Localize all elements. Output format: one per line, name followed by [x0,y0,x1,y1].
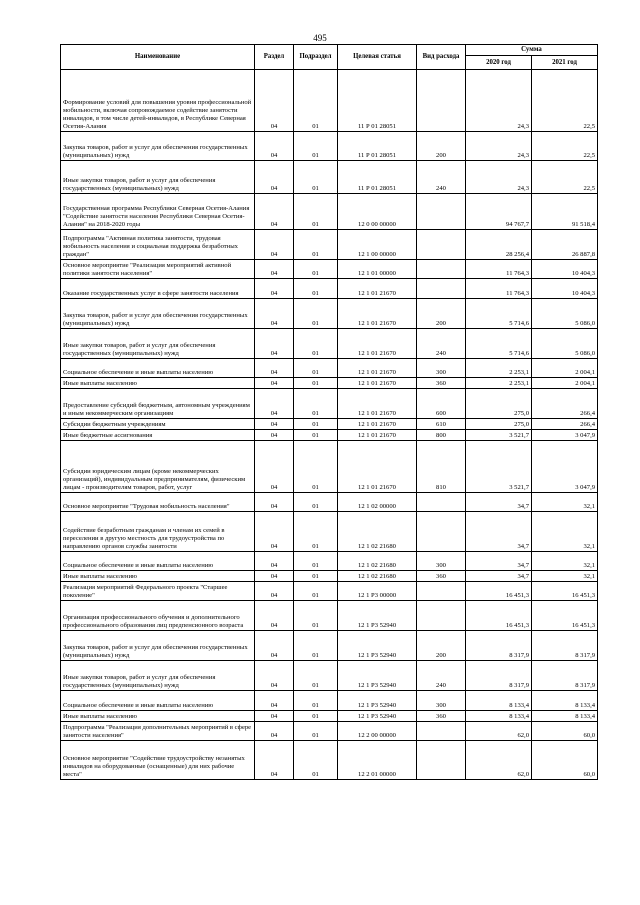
row-name: Социальное обеспечение и иные выплаты населению [61,359,255,378]
row-expense-type: 600 [417,389,466,419]
row-section: 04 [255,711,294,722]
row-target-item: 12 1 Р3 52940 [338,661,417,691]
row-name: Иные выплаты населению [61,711,255,722]
row-name: Иные выплаты населению [61,378,255,389]
row-name: Иные закупки товаров, работ и услуг для обеспечения государственных (муниципальных) нужд [61,329,255,359]
row-subsection: 01 [294,132,338,161]
row-target-item: 12 1 01 21670 [338,441,417,493]
row-target-item: 11 Р 01 28051 [338,132,417,161]
table-row [61,299,598,329]
row-expense-type: 200 [417,631,466,661]
row-subsection: 01 [294,260,338,279]
row-target-item: 12 1 01 21670 [338,299,417,329]
row-amount-2020: 28 256,4 [466,230,532,260]
header-year-2021: 2021 год [532,56,598,70]
row-target-item: 12 1 Р3 52940 [338,631,417,661]
row-section: 04 [255,661,294,691]
table-row [61,70,598,132]
row-amount-2021: 16 451,3 [532,582,598,601]
row-subsection: 01 [294,378,338,389]
table-row [61,661,598,691]
row-section: 04 [255,582,294,601]
row-amount-2020: 275,0 [466,419,532,430]
row-name: Основное мероприятие "Содействие трудоустройству незанятых инвалидов на оборудованные (оснащенные) для них рабочие места" [61,741,255,780]
row-name: Иные выплаты населению [61,571,255,582]
table-row [61,601,598,631]
row-section: 04 [255,691,294,711]
row-target-item: 12 1 01 21670 [338,279,417,299]
table-row [61,194,598,230]
table-row [61,389,598,419]
row-target-item: 12 1 02 21680 [338,512,417,552]
row-target-item: 12 1 01 21670 [338,430,417,441]
row-subsection: 01 [294,711,338,722]
row-expense-type: 300 [417,552,466,571]
row-target-item: 12 1 02 00000 [338,493,417,512]
row-expense-type [417,230,466,260]
row-amount-2021: 10 404,3 [532,279,598,299]
table-row [61,631,598,661]
table-row [61,571,598,582]
row-amount-2021: 8 133,4 [532,711,598,722]
row-amount-2020: 16 451,3 [466,582,532,601]
table-row [61,722,598,741]
row-name: Иные закупки товаров, работ и услуг для обеспечения государственных (муниципальных) нужд [61,661,255,691]
row-name: Закупка товаров, работ и услуг для обеспечения государственных (муниципальных) нужд [61,132,255,161]
table-row [61,161,598,194]
row-amount-2021: 266,4 [532,389,598,419]
row-name: Подпрограмма "Активная политика занятости, трудовая мобильность населения и социальная поддержка безработных граждан" [61,230,255,260]
row-expense-type: 240 [417,661,466,691]
row-section: 04 [255,430,294,441]
row-amount-2021: 266,4 [532,419,598,430]
table-row [61,329,598,359]
table-row [61,359,598,378]
row-subsection: 01 [294,582,338,601]
row-amount-2020: 8 133,4 [466,711,532,722]
header-target-item: Целевая статья [338,45,417,70]
row-expense-type [417,741,466,780]
header-section: Раздел [255,45,294,70]
row-expense-type [417,194,466,230]
row-expense-type: 300 [417,691,466,711]
row-name: Субсидии юридическим лицам (кроме некоммерческих организаций), индивидуальным предпринимателям, физическим лицам - производителям товаров, работ, услуг [61,441,255,493]
table-row [61,711,598,722]
row-amount-2021: 3 047,9 [532,430,598,441]
row-section: 04 [255,512,294,552]
header-subsection: Подраздел [294,45,338,70]
row-subsection: 01 [294,70,338,132]
row-amount-2021: 26 887,8 [532,230,598,260]
row-expense-type: 200 [417,299,466,329]
row-target-item: 12 1 00 00000 [338,230,417,260]
row-amount-2020: 2 253,1 [466,359,532,378]
row-subsection: 01 [294,194,338,230]
table-row [61,493,598,512]
table-row [61,512,598,552]
row-target-item: 11 Р 01 28051 [338,161,417,194]
row-name: Закупка товаров, работ и услуг для обеспечения государственных (муниципальных) нужд [61,299,255,329]
table-row [61,132,598,161]
row-target-item: 12 1 Р3 52940 [338,711,417,722]
row-subsection: 01 [294,691,338,711]
row-amount-2020: 8 317,9 [466,661,532,691]
row-subsection: 01 [294,299,338,329]
row-amount-2020: 24,3 [466,161,532,194]
row-target-item: 12 1 Р3 52940 [338,691,417,711]
row-amount-2021: 32,1 [532,552,598,571]
row-section: 04 [255,441,294,493]
row-name: Реализация мероприятий Федерального проекта "Старшее поколение" [61,582,255,601]
row-amount-2020: 2 253,1 [466,378,532,389]
row-target-item: 12 1 01 21670 [338,359,417,378]
row-amount-2021: 5 086,0 [532,329,598,359]
row-expense-type [417,601,466,631]
row-amount-2021: 2 004,1 [532,359,598,378]
row-expense-type [417,493,466,512]
row-expense-type: 810 [417,441,466,493]
row-target-item: 12 1 Р3 52940 [338,601,417,631]
row-expense-type [417,70,466,132]
row-amount-2020: 24,3 [466,132,532,161]
row-amount-2021: 22,5 [532,70,598,132]
row-amount-2021: 32,1 [532,512,598,552]
row-expense-type: 300 [417,359,466,378]
row-target-item: 12 1 01 21670 [338,419,417,430]
row-amount-2020: 3 521,7 [466,441,532,493]
row-name: Основное мероприятие "Реализация мероприятий активной политики занятости населения" [61,260,255,279]
page-number: 495 [313,33,327,43]
row-expense-type [417,279,466,299]
row-subsection: 01 [294,722,338,741]
row-subsection: 01 [294,741,338,780]
row-amount-2020: 24,3 [466,70,532,132]
row-section: 04 [255,299,294,329]
row-amount-2020: 34,7 [466,512,532,552]
row-amount-2021: 32,1 [532,493,598,512]
row-amount-2021: 60,0 [532,741,598,780]
row-target-item: 12 1 Р3 00000 [338,582,417,601]
row-section: 04 [255,389,294,419]
row-name: Иные закупки товаров, работ и услуг для обеспечения государственных (муниципальных) нужд [61,161,255,194]
row-section: 04 [255,552,294,571]
row-section: 04 [255,493,294,512]
row-amount-2021: 8 133,4 [532,691,598,711]
row-amount-2020: 5 714,6 [466,299,532,329]
row-section: 04 [255,631,294,661]
table-row [61,279,598,299]
row-name: Закупка товаров, работ и услуг для обеспечения государственных (муниципальных) нужд [61,631,255,661]
header-name: Наименование [61,45,255,70]
row-amount-2021: 2 004,1 [532,378,598,389]
row-amount-2020: 94 767,7 [466,194,532,230]
row-expense-type: 240 [417,161,466,194]
row-subsection: 01 [294,279,338,299]
row-subsection: 01 [294,571,338,582]
row-subsection: 01 [294,430,338,441]
row-amount-2021: 91 518,4 [532,194,598,230]
row-target-item: 12 1 01 21670 [338,389,417,419]
row-amount-2020: 8 133,4 [466,691,532,711]
row-subsection: 01 [294,493,338,512]
row-amount-2020: 3 521,7 [466,430,532,441]
row-name: Предоставление субсидий бюджетным, автономным учреждениям и иным некоммерческим организациям [61,389,255,419]
row-section: 04 [255,722,294,741]
row-amount-2021: 32,1 [532,571,598,582]
row-amount-2020: 62,0 [466,741,532,780]
row-target-item: 11 Р 01 28051 [338,70,417,132]
row-section: 04 [255,741,294,780]
row-subsection: 01 [294,230,338,260]
row-name: Организация профессионального обучения и дополнительного профессионального образования лиц предпенсионного возраста [61,601,255,631]
row-name: Государственная программа Республики Северная Осетия-Алания "Содействие занятости населения Республики Северная Осетия-Алания" на 2018-2020 годы [61,194,255,230]
row-name: Оказание государственных услуг в сфере занятости населения [61,279,255,299]
row-section: 04 [255,194,294,230]
row-subsection: 01 [294,419,338,430]
row-section: 04 [255,329,294,359]
row-section: 04 [255,230,294,260]
row-target-item: 12 1 01 21670 [338,329,417,359]
row-name: Содействие безработным гражданам и членам их семей в переселении в другую местность для трудоустройства по направлению органов службы занятости [61,512,255,552]
row-amount-2020: 34,7 [466,571,532,582]
row-expense-type: 360 [417,711,466,722]
row-section: 04 [255,378,294,389]
row-name: Подпрограмма "Реализация дополнительных мероприятий в сфере занятости населения" [61,722,255,741]
row-amount-2021: 5 086,0 [532,299,598,329]
row-expense-type: 800 [417,430,466,441]
row-expense-type: 360 [417,378,466,389]
row-amount-2021: 10 404,3 [532,260,598,279]
row-name: Социальное обеспечение и иные выплаты населению [61,552,255,571]
row-amount-2020: 62,0 [466,722,532,741]
row-amount-2021: 16 451,3 [532,601,598,631]
row-section: 04 [255,279,294,299]
table-row [61,430,598,441]
header-year-2020: 2020 год [466,56,532,70]
row-amount-2020: 34,7 [466,552,532,571]
row-target-item: 12 2 01 00000 [338,741,417,780]
row-expense-type: 200 [417,132,466,161]
row-name: Субсидии бюджетным учреждениям [61,419,255,430]
row-expense-type [417,260,466,279]
header-sum: Сумма [466,45,598,56]
row-amount-2021: 60,0 [532,722,598,741]
row-section: 04 [255,260,294,279]
row-name: Формирование условий для повышения уровня профессиональной мобильности, включая сопровождаемое содействие занятости инвалидов, в том числе детей-инвалидов, в Республике Северная Осетия-Алания [61,70,255,132]
budget-table [60,44,598,780]
table-row [61,582,598,601]
row-target-item: 12 2 00 00000 [338,722,417,741]
table-row [61,552,598,571]
row-name: Основное мероприятие "Трудовая мобильность населения" [61,493,255,512]
row-section: 04 [255,359,294,378]
row-subsection: 01 [294,161,338,194]
row-subsection: 01 [294,661,338,691]
row-target-item: 12 1 01 00000 [338,260,417,279]
row-name: Социальное обеспечение и иные выплаты населению [61,691,255,711]
row-section: 04 [255,571,294,582]
row-target-item: 12 1 02 21680 [338,571,417,582]
table-row [61,260,598,279]
row-expense-type [417,512,466,552]
row-section: 04 [255,161,294,194]
row-subsection: 01 [294,512,338,552]
row-subsection: 01 [294,329,338,359]
row-expense-type [417,582,466,601]
row-section: 04 [255,419,294,430]
row-subsection: 01 [294,631,338,661]
row-expense-type [417,722,466,741]
row-subsection: 01 [294,441,338,493]
row-amount-2020: 16 451,3 [466,601,532,631]
row-amount-2020: 11 764,3 [466,260,532,279]
header-expense-type: Вид расхода [417,45,466,70]
row-amount-2020: 275,0 [466,389,532,419]
table-row [61,691,598,711]
table-row [61,230,598,260]
table-row [61,741,598,780]
row-section: 04 [255,132,294,161]
row-name: Иные бюджетные ассигнования [61,430,255,441]
row-amount-2020: 8 317,9 [466,631,532,661]
row-expense-type: 240 [417,329,466,359]
row-target-item: 12 1 02 21680 [338,552,417,571]
row-amount-2021: 22,5 [532,161,598,194]
row-subsection: 01 [294,552,338,571]
row-target-item: 12 1 01 21670 [338,378,417,389]
row-expense-type: 610 [417,419,466,430]
row-expense-type: 360 [417,571,466,582]
row-target-item: 12 0 00 00000 [338,194,417,230]
row-amount-2021: 3 047,9 [532,441,598,493]
table-row [61,441,598,493]
row-amount-2021: 8 317,9 [532,631,598,661]
row-amount-2020: 34,7 [466,493,532,512]
row-amount-2021: 22,5 [532,132,598,161]
row-subsection: 01 [294,359,338,378]
row-amount-2021: 8 317,9 [532,661,598,691]
row-subsection: 01 [294,389,338,419]
row-amount-2020: 11 764,3 [466,279,532,299]
row-section: 04 [255,70,294,132]
row-amount-2020: 5 714,6 [466,329,532,359]
row-subsection: 01 [294,601,338,631]
row-section: 04 [255,601,294,631]
table-row [61,419,598,430]
table-row [61,378,598,389]
